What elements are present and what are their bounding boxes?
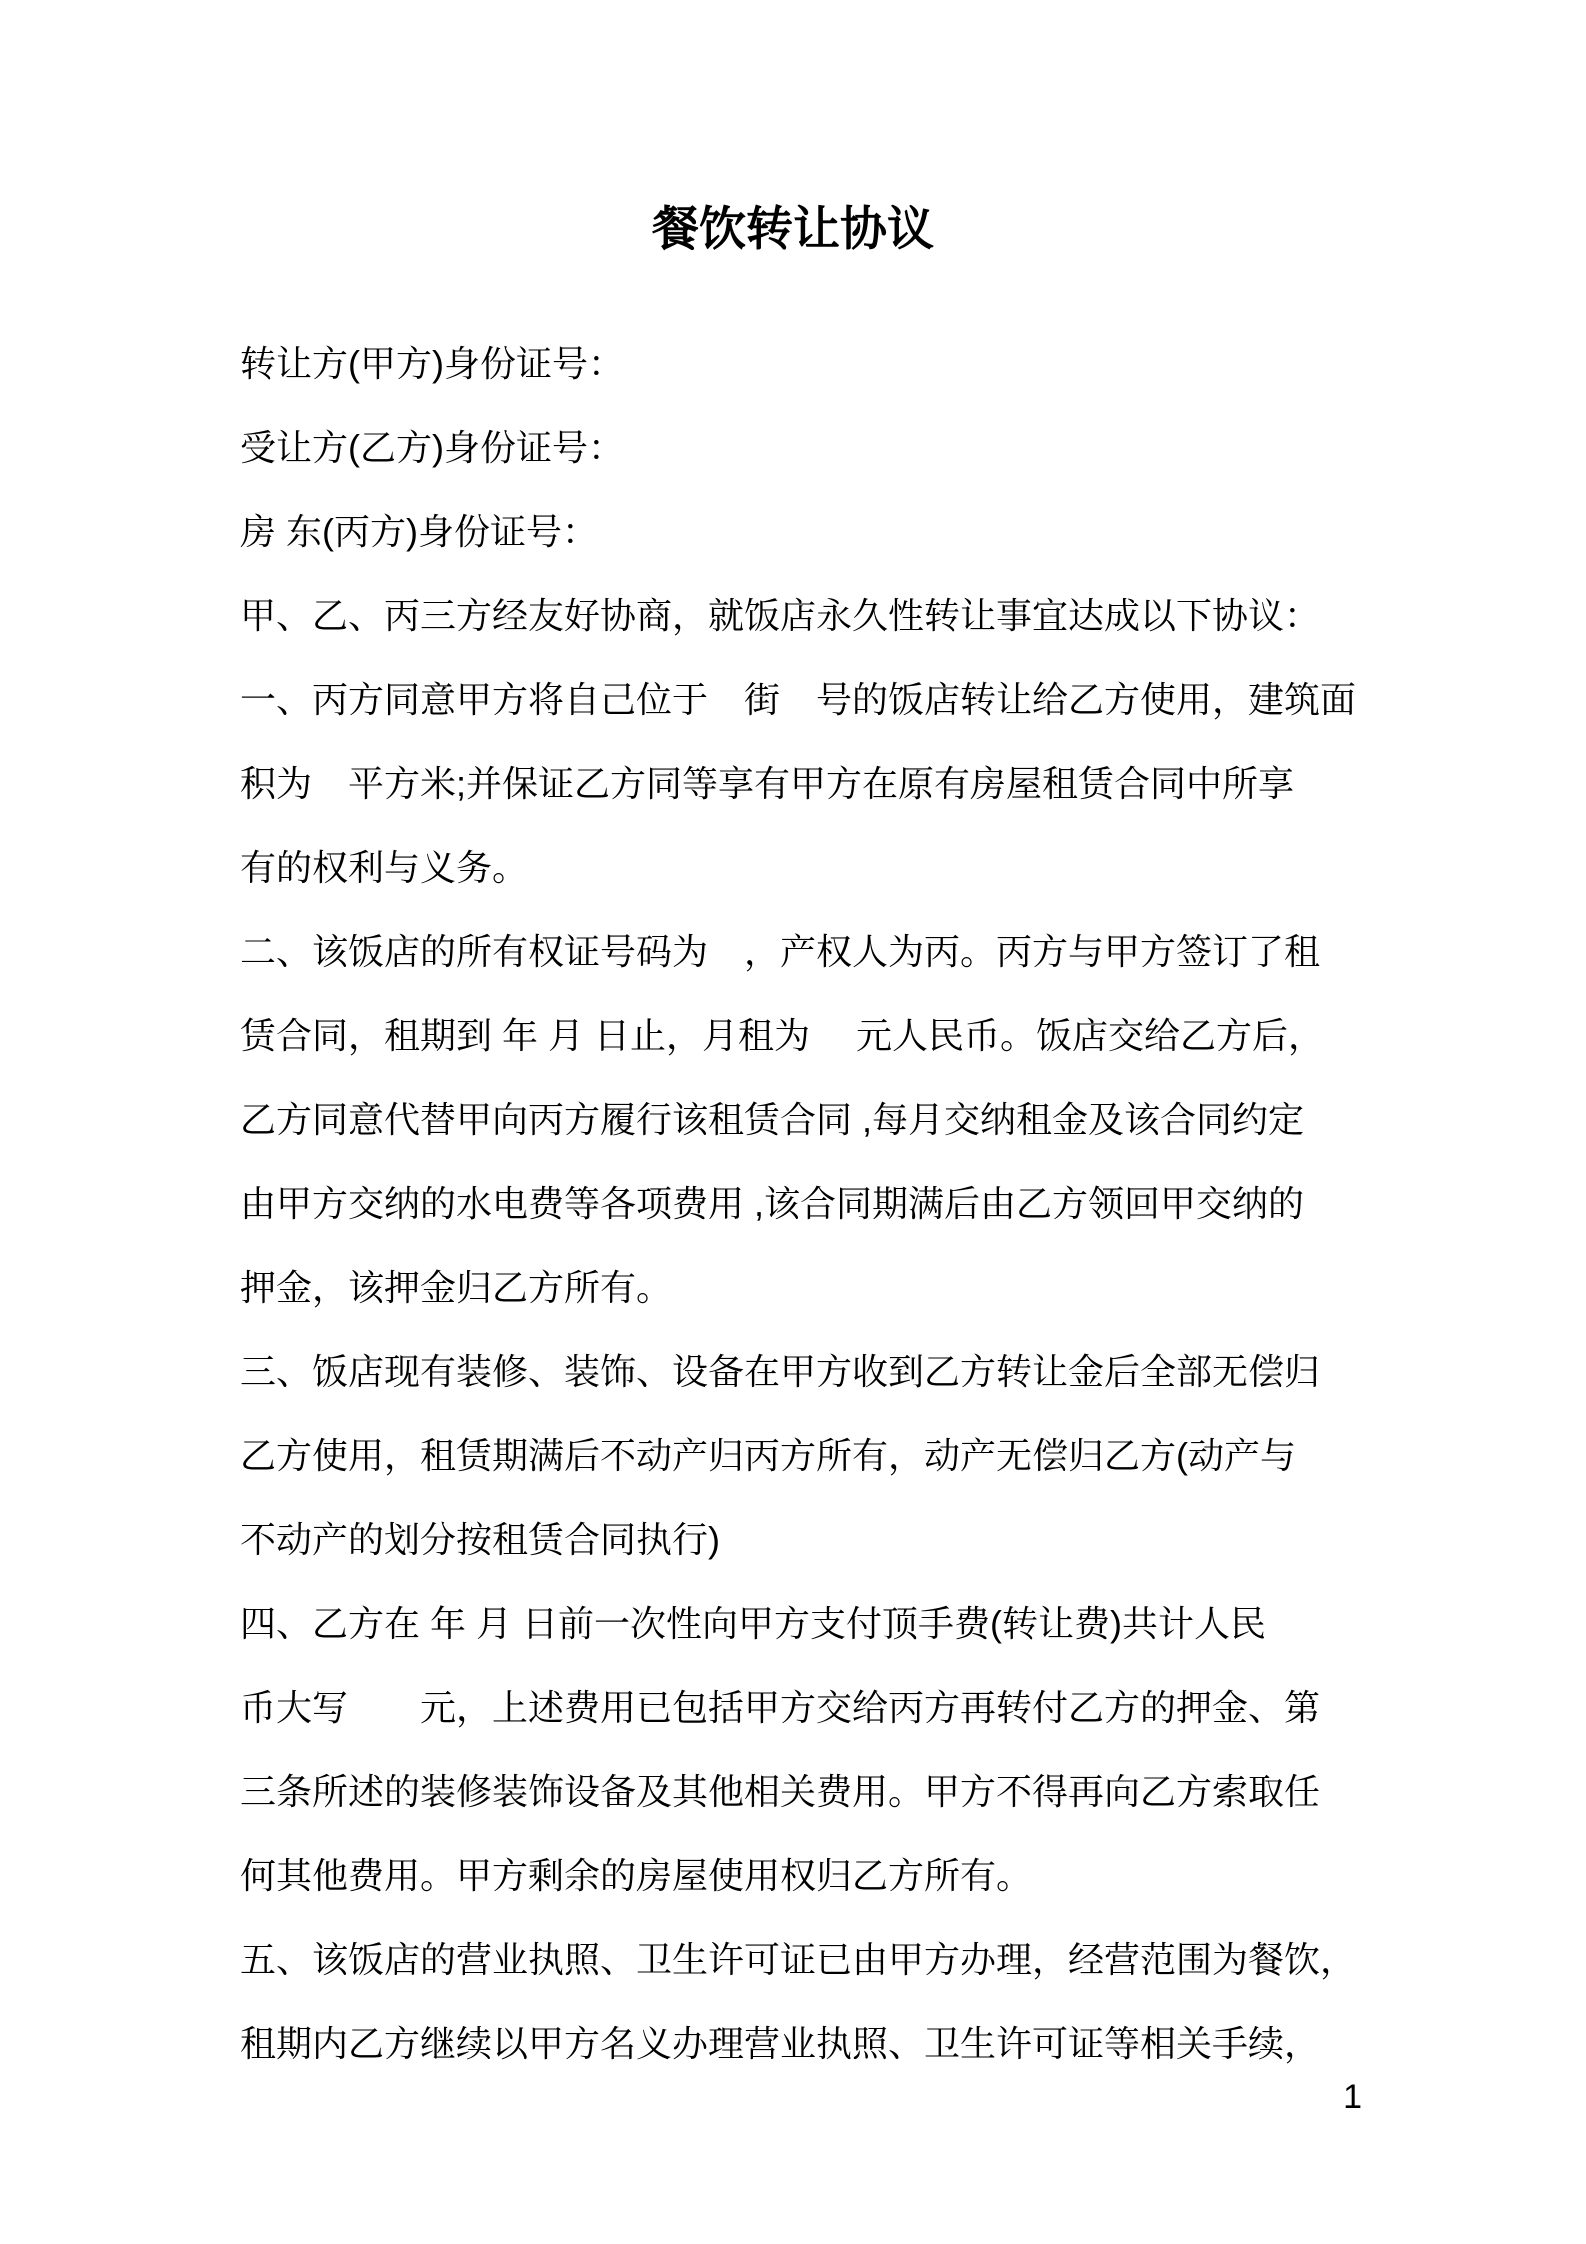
line-clause4-3: 三条所述的装修装饰设备及其他相关费用。甲方不得再向乙方索取任 [240, 1771, 1321, 1812]
line-clause2-2: 赁合同，租期到 年 月 日止，月租为 元人民币。饭店交给乙方后， [240, 1015, 1325, 1056]
line-clause4-1: 四、乙方在 年 月 日前一次性向甲方支付顶手费(转让费)共计人民 [240, 1603, 1266, 1644]
line-party-b-id: 受让方(乙方)身份证号： [240, 427, 624, 468]
document-body [240, 322, 1380, 2086]
line-party-c-id: 房 东(丙方)身份证号： [240, 511, 598, 552]
line-clause4-4: 何其他费用。甲方剩余的房屋使用权归乙方所有。 [240, 1855, 1033, 1896]
page-number: 1 [1343, 2078, 1362, 2116]
line-clause3-3: 不动产的划分按租赁合同执行) [240, 1519, 720, 1560]
line-clause1-2: 积为 平方米;并保证乙方同等享有甲方在原有房屋租赁合同中所享 [240, 763, 1295, 804]
line-clause1-1: 一、丙方同意甲方将自己位于 街 号的饭店转让给乙方使用，建筑面 [240, 679, 1357, 720]
line-clause2-5: 押金，该押金归乙方所有。 [240, 1267, 673, 1308]
line-clause2-1: 二、该饭店的所有权证号码为 ，产权人为丙。丙方与甲方签订了租 [240, 931, 1321, 972]
line-preamble: 甲、乙、丙三方经友好协商，就饭店永久性转让事宜达成以下协议： [240, 595, 1321, 636]
line-clause2-3: 乙方同意代替甲向丙方履行该租赁合同 ,每月交纳租金及该合同约定 [240, 1099, 1305, 1140]
line-clause3-1: 三、饭店现有装修、装饰、设备在甲方收到乙方转让金后全部无偿归 [240, 1351, 1321, 1392]
line-clause4-2: 币大写 元，上述费用已包括甲方交给丙方再转付乙方的押金、第 [240, 1687, 1321, 1728]
document-title: 餐饮转让协议 [652, 202, 934, 255]
line-clause2-4: 由甲方交纳的水电费等各项费用 ,该合同期满后由乙方领回甲交纳的 [240, 1183, 1305, 1224]
line-clause1-3: 有的权利与义务。 [240, 847, 529, 888]
line-party-a-id: 转让方(甲方)身份证号： [240, 343, 624, 384]
line-clause5-1: 五、该饭店的营业执照、卫生许可证已由甲方办理，经营范围为餐饮， [240, 1939, 1357, 1980]
line-clause3-2: 乙方使用，租赁期满后不动产归丙方所有，动产无偿归乙方(动产与 [240, 1435, 1296, 1476]
line-clause5-2: 租期内乙方继续以甲方名义办理营业执照、卫生许可证等相关手续， [240, 2023, 1321, 2064]
